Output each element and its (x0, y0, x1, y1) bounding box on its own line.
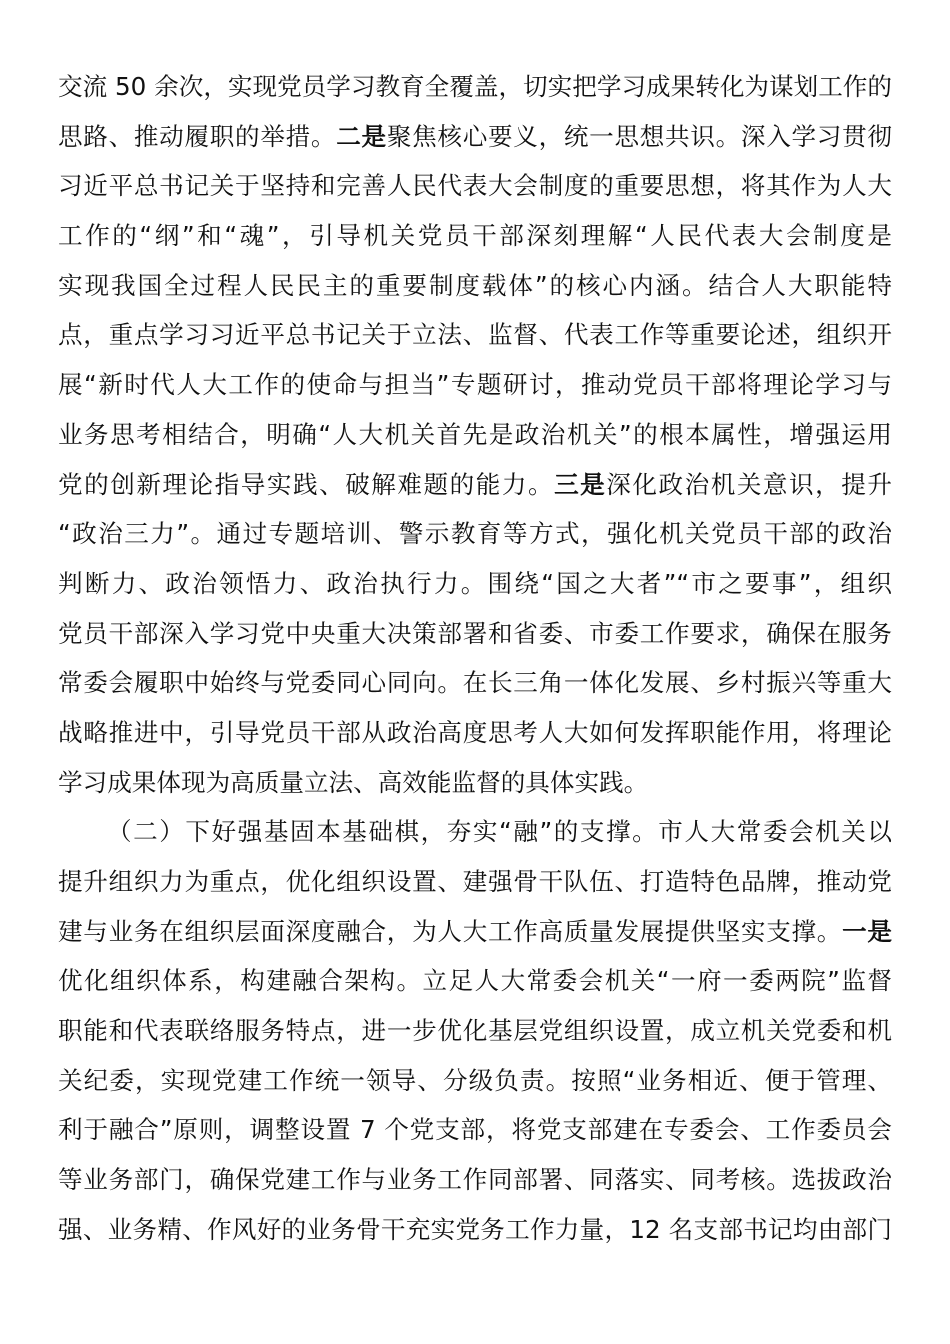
text-run: 利于融合”原则，调整设置 7 个党支部，将党支部建在专委会、工作委员会 (58, 1115, 892, 1145)
text-line (58, 559, 892, 609)
text-line (58, 360, 892, 410)
text-run: 战略推进中，引导党员干部从政治高度思考人大如何发挥职能作用，将理论 (58, 717, 892, 747)
text-line (58, 261, 892, 311)
text-run: 实现我国全过程人民民主的重要制度载体”的核心内涵。结合人大职能特 (58, 270, 892, 300)
text-run: 业务思考相结合，明确“人大机关首先是政治机关”的根本属性，增强运用 (58, 419, 892, 449)
text-run: 等业务部门，确保党建工作与业务工作同部署、同落实、同考核。选拔政治 (58, 1165, 892, 1195)
text-run: “政治三力”。通过专题培训、警示教育等方式，强化机关党员干部的政治 (58, 519, 892, 549)
bold-lead: 三是 (554, 469, 607, 499)
text-run: 点，重点学习习近平总书记关于立法、监督、代表工作等重要论述，组织开 (58, 320, 892, 350)
text-run: 关纪委，实现党建工作统一领导、分级负责。按照“业务相近、便于管理、 (58, 1065, 892, 1095)
text-line (58, 62, 892, 112)
text-run: 学习成果体现为高质量立法、高效能监督的具体实践。 (58, 767, 649, 797)
text-run: 聚焦核心要义，统一思想共识。深入学习贯彻 (386, 121, 892, 151)
text-line (58, 758, 892, 808)
bold-lead: 一是 (842, 916, 892, 946)
text-run: 思路、推动履职的举措。 (58, 121, 337, 151)
text-line (58, 956, 892, 1006)
text-line (58, 410, 892, 460)
text-line (58, 161, 892, 211)
text-run: 判断力、政治领悟力、政治执行力。围绕“国之大者”“市之要事”，组织 (58, 568, 892, 598)
text-line (58, 807, 892, 857)
text-line (58, 1205, 892, 1255)
text-line (58, 211, 892, 261)
document-page (58, 62, 892, 1255)
text-line (58, 1006, 892, 1056)
text-run: 优化组织体系，构建融合架构。立足人大常委会机关“一府一委两院”监督 (58, 966, 892, 996)
text-run: 提升组织力为重点，优化组织设置、建强骨干队伍、打造特色品牌，推动党 (58, 867, 892, 896)
text-run: 强、业务精、作风好的业务骨干充实党务工作力量，12 名支部书记均由部门 (58, 1214, 892, 1244)
text-run: 职能和代表联络服务特点，进一步优化基层党组织设置，成立机关党委和机 (58, 1016, 892, 1046)
text-run: 建与业务在组织层面深度融合，为人大工作高质量发展提供坚实支撑。 (58, 916, 843, 946)
text-run: 交流 50 余次，实现党员学习教育全覆盖，切实把学习成果转化为谋划工作的 (58, 72, 892, 101)
text-line (58, 708, 892, 758)
text-line (58, 112, 892, 162)
text-run: 展“新时代人大工作的使命与担当”专题研讨，推动党员干部将理论学习与 (58, 370, 892, 400)
text-line (58, 658, 892, 708)
text-line (58, 509, 892, 559)
text-run: （二）下好强基固本基础棋，夯实“融”的支撑。市人大常委会机关以 (107, 817, 892, 847)
bold-lead: 二是 (336, 121, 387, 151)
text-line (58, 857, 892, 907)
text-run: 常委会履职中始终与党委同心同向。在长三角一体化发展、乡村振兴等重大 (58, 668, 892, 698)
text-line (58, 907, 892, 957)
text-run: 工作的“纲”和“魂”，引导机关党员干部深刻理解“人民代表大会制度是 (58, 221, 892, 251)
text-line (58, 1155, 892, 1205)
text-line (58, 310, 892, 360)
text-run: 党员干部深入学习党中央重大决策部署和省委、市委工作要求，确保在服务 (58, 618, 892, 648)
text-run: 党的创新理论指导实践、破解难题的能力。 (58, 469, 555, 499)
text-run: 习近平总书记关于坚持和完善人民代表大会制度的重要思想，将其作为人大 (58, 171, 892, 201)
text-run: 深化政治机关意识，提升 (606, 469, 892, 499)
text-line (58, 1056, 892, 1106)
text-line (58, 460, 892, 510)
text-line (58, 609, 892, 659)
text-line (58, 1105, 892, 1155)
